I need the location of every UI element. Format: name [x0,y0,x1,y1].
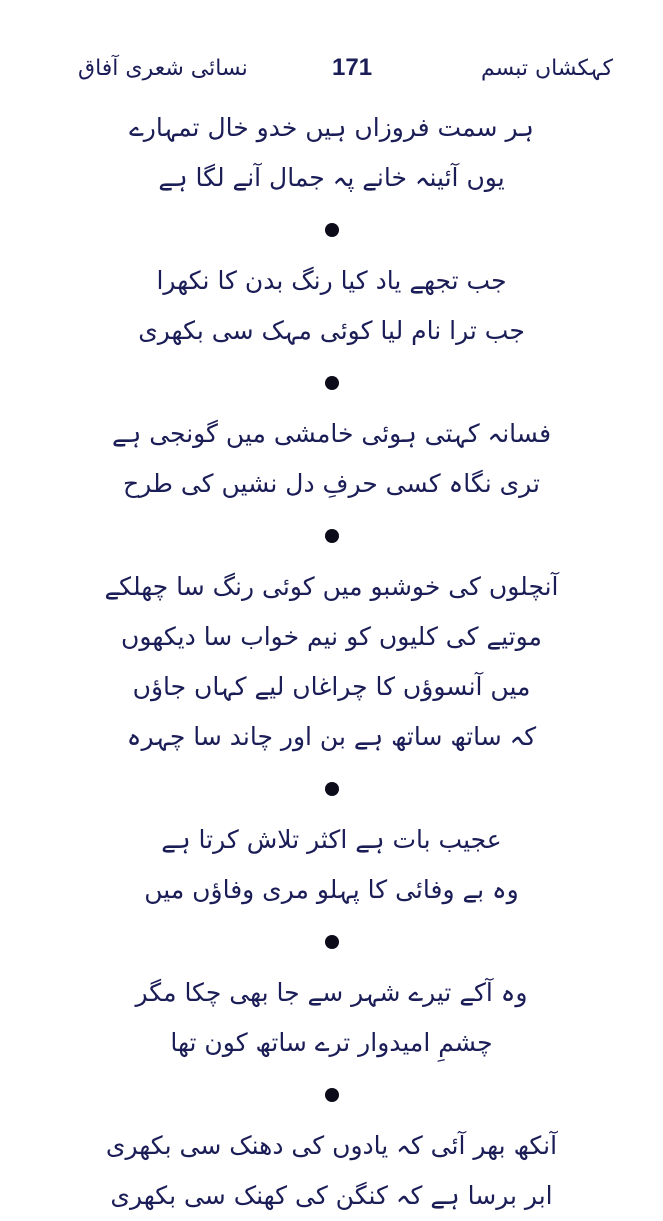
stanza-separator [0,203,663,256]
stanza-separator [0,1068,663,1121]
verse-line: ابر برسا ہے کہ کنگن کی کھنک سی بکھری [110,1181,553,1210]
verse-line: آنکھ بھر آئی کہ یادوں کی دھنک سی بکھری [105,1131,558,1160]
verse-line: موتیے کی کلیوں کو نیم خواب سا دیکھوں [121,622,542,651]
verse-line: آنچلوں کی خوشبو میں کوئی رنگ سا چھلکے [104,572,559,601]
bullet-dot-icon [325,223,339,237]
verse-line: جب تجھے یاد کیا رنگ بدن کا نکھرا [156,266,507,295]
verse-line: عجیب بات ہے اکثر تلاش کرتا ہے [161,825,502,854]
page-number: 171 [332,54,373,81]
page-header [0,52,663,92]
poem-body [0,103,663,1221]
stanza [0,562,663,762]
stanza [0,256,663,356]
stanza-separator [0,356,663,409]
bullet-dot-icon [325,782,339,796]
book-title-left: نسائی شعری آفاق [78,56,248,81]
stanza-separator [0,915,663,968]
verse-line: فسانہ کہتی ہوئی خامشی میں گونجی ہے [111,419,552,448]
stanza-separator [0,762,663,815]
stanza [0,409,663,509]
verse-line: یوں آئینہ خانے پہ جمال آنے لگا ہے [158,163,505,192]
bullet-dot-icon [325,935,339,949]
verse-line: تری نگاہ کسی حرفِ دل نشیں کی طرح [123,469,540,498]
verse-line: جب ترا نام لیا کوئی مہک سی بکھری [138,316,525,345]
stanza [0,815,663,915]
stanza [0,103,663,203]
verse-line: ہر سمت فروزاں ہیں خدو خال تمہارے [129,113,534,142]
stanza-separator [0,509,663,562]
verse-line: کہ ساتھ ساتھ ہے بن اور چاند سا چہرہ [126,722,537,751]
bullet-dot-icon [325,1088,339,1102]
bullet-dot-icon [325,376,339,390]
stanza [0,968,663,1068]
verse-line: وہ آکے تیرے شہر سے جا بھی چکا مگر [135,978,528,1007]
stanza [0,1121,663,1221]
verse-line: میں آنسوؤں کا چراغاں لیے کہاں جاؤں [132,672,531,701]
bullet-dot-icon [325,529,339,543]
verse-line: چشمِ امیدوار ترے ساتھ کون تھا [170,1028,493,1057]
verse-line: وہ بے وفائی کا پہلو مری وفاؤں میں [144,875,519,904]
author-name: کہکشاں تبسم [480,56,613,81]
